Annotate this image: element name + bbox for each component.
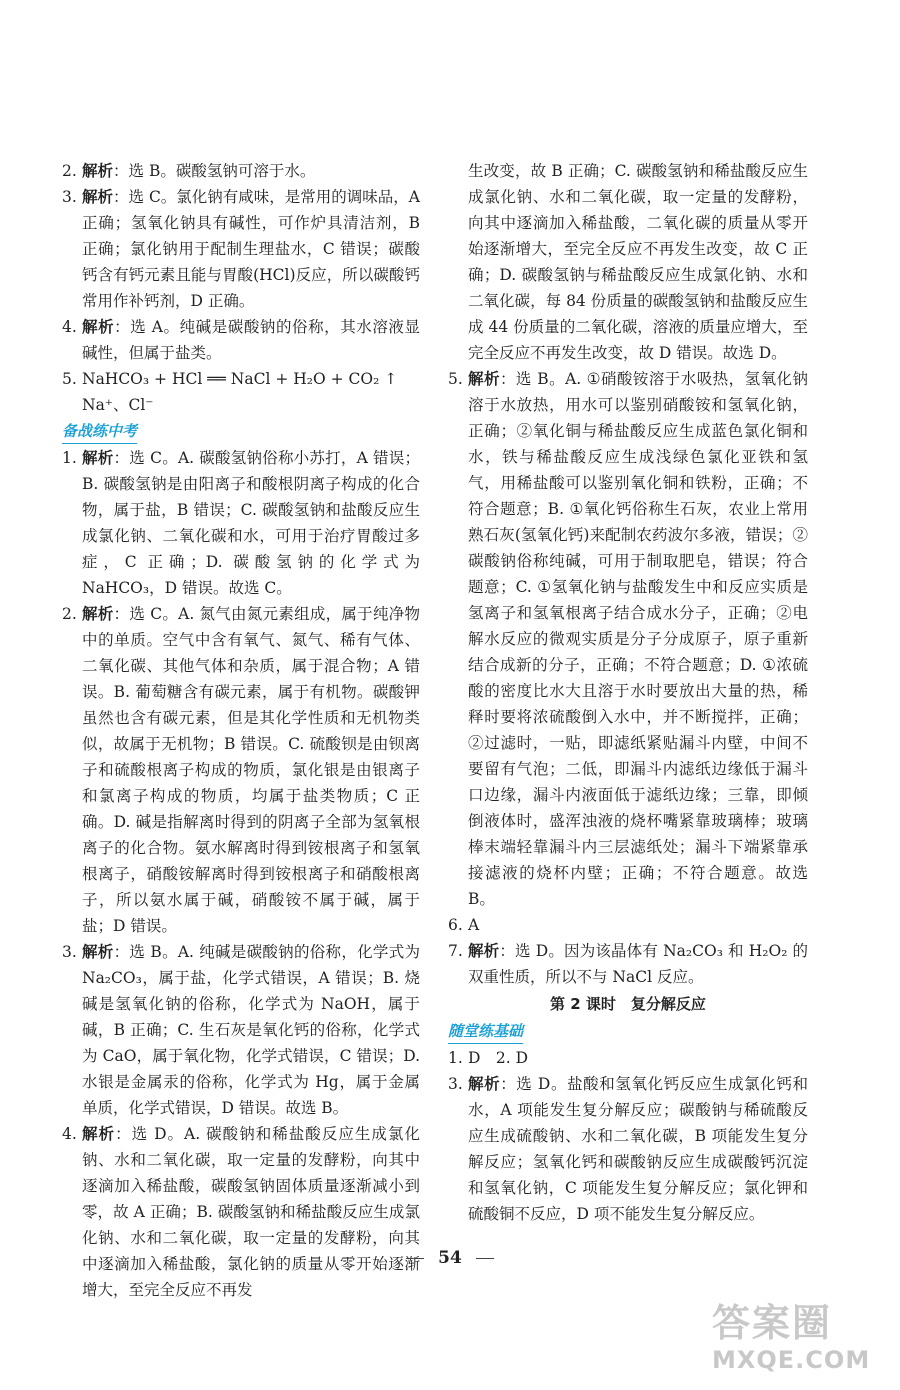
section-heading-row xyxy=(448,1018,808,1045)
item-number: 3. xyxy=(62,188,77,206)
answer-item xyxy=(448,912,808,938)
item-number: 5. xyxy=(62,370,77,388)
section-heading: 随堂练基础 xyxy=(448,1019,523,1044)
analysis-label: 解析 xyxy=(468,1075,501,1093)
left-column xyxy=(62,158,420,1303)
answer-item xyxy=(62,366,420,392)
answer-item xyxy=(62,1121,420,1303)
item-text: ：选 C。氯化钠有咸味，是常用的调味品，A 正确；氢氧化钠具有碱性，可作炉具清洁剂，B 正确；氯化钠用于配制生理盐水，C 错误；碳酸钙含有钙元素且能与胃酸(HCl)反应，所以碳酸钙常用作补钙剂，D 正确。 xyxy=(82,188,420,310)
watermark-site-text: MXQE.COM xyxy=(712,1346,871,1374)
item-text: ：选 D。因为该晶体有 Na₂CO₃ 和 H₂O₂ 的双重性质，所以不与 NaCl 反应。 xyxy=(468,942,808,986)
answer-item xyxy=(62,184,420,314)
analysis-label: 解析 xyxy=(82,605,114,623)
answer-item xyxy=(448,366,808,912)
section-heading-row xyxy=(62,418,420,445)
answer-item xyxy=(448,1045,808,1071)
item-number: 7. xyxy=(448,942,463,960)
analysis-label: 解析 xyxy=(82,943,114,961)
item-number: 6. xyxy=(448,916,463,934)
continued-text: Na⁺、Cl⁻ xyxy=(82,396,154,414)
item-text: ：选 D。盐酸和氢氧化钙反应生成氯化钙和水，A 项能发生复分解反应；碳酸钠与稀硫酸反应生成硫酸钠、水和二氧化碳，B 项能发生复分解反应；氢氧化钙和碳酸钠反应生成碳酸钙沉淀和氢氧化钠，C 项能发生复分解反应；氯化钾和硫酸铜不反应，D 项不能发生复分解反应。 xyxy=(468,1075,808,1223)
item-number: 4. xyxy=(62,318,77,336)
answer-item xyxy=(62,445,420,601)
item-number: 3. xyxy=(448,1075,463,1093)
answer-item xyxy=(62,314,420,366)
analysis-label: 解析 xyxy=(82,318,115,336)
analysis-label: 解析 xyxy=(82,449,114,467)
answer-item xyxy=(448,1071,808,1227)
item-text: NaHCO₃ + HCl ══ NaCl + H₂O + CO₂ ↑ xyxy=(82,370,398,388)
page-number-text: 54 xyxy=(438,1248,462,1268)
item-text: ：选 B。碳酸氢钠可溶于水。 xyxy=(113,162,316,180)
page-number xyxy=(0,1248,900,1268)
item-text: ：选 C。A. 氮气由氮元素组成，属于纯净物中的单质。空气中含有氧气、氮气、稀有气体、二氧化碳、其他气体和杂质，属于混合物；A 错误。B. 葡萄糖含有碳元素，属于有机物。碳酸钾虽然也含有碳元素，但是其化学性质和无机物类似，故属于无机物；B 错误。C. 硫酸钡是由钡离子和硫酸根离子构成的物质，氯化银是由银离子和氯离子构成的物质，均属于盐类物质；C 正确。D. 碱是指解离时得到的阴离子全部为氢氧根离子的化合物。氨水解离时得到铵根离子和氢氧根离子，硝酸铵解离时得到铵根离子和硝酸根离子，所以氨水属于碱，硝酸铵不属于碱，属于盐；D 错误。 xyxy=(82,605,420,935)
analysis-label: 解析 xyxy=(82,162,114,180)
item-number: 1. xyxy=(448,1049,463,1067)
item-text: A xyxy=(468,916,480,934)
item-text: D 2. D xyxy=(468,1049,529,1067)
analysis-label: 解析 xyxy=(82,1125,116,1143)
section-heading: 备战练中考 xyxy=(62,419,137,444)
watermark-top-text: 答案圈 xyxy=(712,1301,833,1345)
item-text: ：选 A。纯碱是碳酸钠的俗称，其水溶液显碱性，但属于盐类。 xyxy=(82,318,420,362)
item-text: ：选 C。A. 碳酸氢钠俗称小苏打，A 错误；B. 碳酸氢钠是由阳离子和酸根阴离子构成的化合物，属于盐，B 错误；C. 碳酸氢钠和盐酸反应生成氯化钠、二氧化碳和水，可用于治疗胃酸过多症，C 正确；D. 碳酸氢钠的化学式为 NaHCO₃，D 错误。故选 C。 xyxy=(82,449,420,597)
item-number: 1. xyxy=(62,449,77,467)
item-number: 2. xyxy=(62,605,77,623)
watermark-logo xyxy=(712,1300,892,1382)
analysis-label: 解析 xyxy=(82,188,114,206)
right-column xyxy=(448,158,808,1227)
answer-item xyxy=(62,158,420,184)
answer-item xyxy=(62,939,420,1121)
answer-item xyxy=(62,601,420,939)
continued-text: 生改变，故 B 正确；C. 碳酸氢钠和稀盐酸反应生成氯化钠、水和二氧化碳，取一定量的发酵粉，向其中逐滴加入稀盐酸，二氧化碳的质量从零开始逐渐增大，至完全反应不再发生改变，故 C 正确；D. 碳酸氢钠与稀盐酸反应生成氯化钠、水和二氧化碳，每 84 份质量的碳酸氢钠和盐酸反应生成 44 份质量的二氧化碳，溶液的质量应增大，至完全反应不再发生改变，故 D 错误。故选 D。 xyxy=(468,162,808,362)
analysis-label: 解析 xyxy=(468,370,500,388)
item-number: 3. xyxy=(62,943,77,961)
lesson-title: 第 2 课时 复分解反应 xyxy=(550,995,706,1013)
item-number: 5. xyxy=(448,370,463,388)
item-text: ：选 B。A. ①硝酸铵溶于水吸热，氢氧化钠溶于水放热，用水可以鉴别硝酸铵和氢氧化钠，正确；②氧化铜与稀盐酸反应生成蓝色氯化铜和水，铁与稀盐酸反应生成浅绿色氯化亚铁和氢气，用稀盐酸可以鉴别氧化铜和铁粉，正确；不符合题意；B. ①氧化钙俗称生石灰，农业上常用熟石灰(氢氧化钙)来配制农药波尔多液，错误；②碳酸钠俗称纯碱，可用于制取肥皂，错误；符合题意；C. ①氢氧化钠与盐酸发生中和反应实质是氢离子和氢氧根离子结合成水分子，正确；②电解水反应的微观实质是分子分成原子，原子重新结合成新的分子，正确；不符合题意；D. ①浓硫酸的密度比水大且溶于水时要放出大量的热，稀释时要将浓硫酸倒入水中，并不断搅拌，正确；②过滤时，一贴，即滤纸紧贴漏斗内壁，中间不要留有气泡；二低，即漏斗内滤纸边缘低于漏斗口边缘，漏斗内液面低于滤纸边缘；三靠，即倾倒液体时，盛浑浊液的烧杯嘴紧靠玻璃棒；玻璃棒末端轻靠漏斗内三层滤纸处；漏斗下端紧靠承接滤液的烧杯内壁；正确；不符合题意。故选 B。 xyxy=(468,370,808,908)
item-number: 2. xyxy=(62,162,77,180)
item-text: ：选 B。A. 纯碱是碳酸钠的俗称，化学式为 Na₂CO₃，属于盐，化学式错误，A 错误；B. 烧碱是氢氧化钠的俗称，化学式为 NaOH，属于碱，B 正确；C. 生石灰是氧化钙的俗称，化学式为 CaO，属于氧化物，化学式错误，C 错误；D. 水银是金属汞的俗称，化学式为 Hg，属于金属单质，化学式错误，D 错误。故选 B。 xyxy=(82,943,420,1117)
answer-item xyxy=(448,938,808,990)
analysis-label: 解析 xyxy=(468,942,500,960)
item-number: 4. xyxy=(62,1125,77,1143)
item-text: ：选 D。A. 碳酸钠和稀盐酸反应生成氯化钠、水和二氧化碳，取一定量的发酵粉，向其中逐滴加入稀盐酸，碳酸氢钠固体质量逐渐减小到零，故 A 正确；B. 碳酸氢钠和稀盐酸反应生成氯化钠、水和二氧化碳，取一定量的发酵粉，向其中逐滴加入稀盐酸，氯化钠的质量从零开始逐渐增大，至完全反应不再发 xyxy=(82,1125,420,1299)
